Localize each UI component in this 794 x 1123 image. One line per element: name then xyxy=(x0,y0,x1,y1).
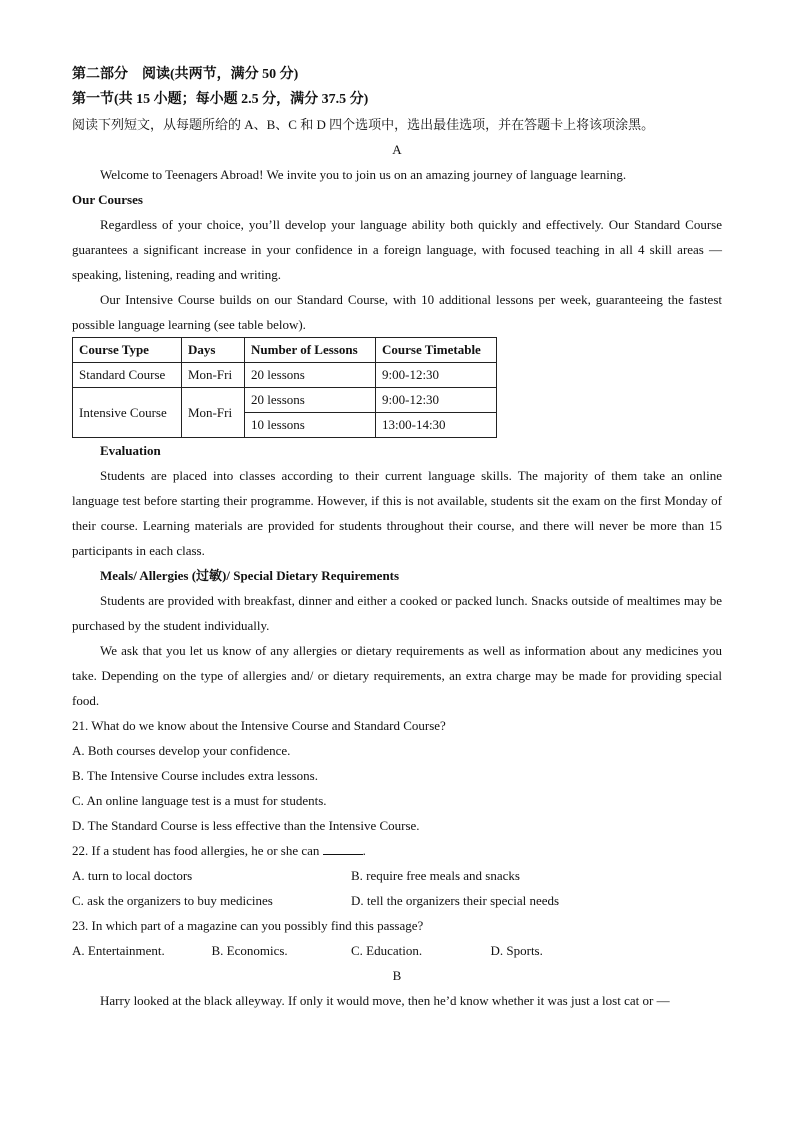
table-cell: Standard Course xyxy=(73,363,182,388)
instructions: 阅读下列短文，从每题所给的 A、B、C 和 D 四个选项中，选出最佳选项，并在答题卡上将该项涂黑。 xyxy=(72,117,655,132)
question-stem: 23. In which part of a magazine can you possibly find this passage? xyxy=(72,918,424,933)
option-c: C. Education. xyxy=(351,943,423,958)
passage-a-intro: Welcome to Teenagers Abroad! We invite you to join us on an amazing journey of language learning. xyxy=(100,167,627,182)
option-d: D. tell the organizers their special needs xyxy=(351,893,560,908)
passage-b-paragraph-1: Harry looked at the black alleyway. If only it would move, then he’d know whether it was just a lost cat or — xyxy=(100,993,670,1008)
table-cell: 13:00-14:30 xyxy=(376,413,497,438)
table-header-row xyxy=(73,338,497,363)
table-header: Number of Lessons xyxy=(245,338,376,363)
option-b: B. require free meals and snacks xyxy=(351,868,520,883)
question-22 xyxy=(72,838,722,913)
option-b: B. Economics. xyxy=(211,943,288,958)
table-header: Days xyxy=(182,338,245,363)
table-header: Course Timetable xyxy=(376,338,497,363)
courses-paragraph-2: Our Intensive Course builds on our Standard Course, with 10 additional lessons per week, guaranteeing the fastest possible language learning (see table below). xyxy=(72,292,722,332)
table-cell: 20 lessons xyxy=(245,388,376,413)
table-row xyxy=(73,388,497,413)
option-a: A. turn to local doctors xyxy=(72,868,193,883)
passage-a-label: A xyxy=(392,142,402,157)
courses-heading: Our Courses xyxy=(72,192,143,207)
table-cell: Intensive Course xyxy=(73,388,182,438)
evaluation-heading: Evaluation xyxy=(100,443,161,458)
option-b: B. The Intensive Course includes extra lessons. xyxy=(72,768,318,783)
answer-blank xyxy=(323,842,363,855)
question-21 xyxy=(72,713,722,838)
options-row xyxy=(72,888,722,913)
meals-heading: Meals/ Allergies (过敏)/ Special Dietary Requirements xyxy=(100,568,400,583)
options-row xyxy=(72,938,722,963)
option-d: D. Sports. xyxy=(490,943,543,958)
section-title: 第一节(共 15 小题；每小题 2.5 分，满分 37.5 分) xyxy=(72,92,369,107)
option-c: C. ask the organizers to buy medicines xyxy=(72,893,273,908)
course-table xyxy=(72,337,497,438)
table-row xyxy=(73,363,497,388)
table-cell: 9:00-12:30 xyxy=(376,363,497,388)
question-stem xyxy=(72,838,722,863)
table-header: Course Type xyxy=(73,338,182,363)
question-23 xyxy=(72,913,722,963)
meals-paragraph-2: We ask that you let us know of any allergies or dietary requirements as well as information about any medicines you take. Depending on the type of allergies and/ or dietary requirements, an extra charge may be made for providing special food. xyxy=(72,643,722,708)
option-a: A. Entertainment. xyxy=(72,943,165,958)
option-c: C. An online language test is a must for students. xyxy=(72,793,327,808)
option-a: A. Both courses develop your confidence. xyxy=(72,743,291,758)
question-stem-text: 22. If a student has food allergies, he or she can xyxy=(72,843,320,858)
table-cell: Mon-Fri xyxy=(182,388,245,438)
question-stem-end: . xyxy=(362,843,366,858)
meals-paragraph-1: Students are provided with breakfast, dinner and either a cooked or packed lunch. Snacks outside of mealtimes may be purchased by the student individually. xyxy=(72,593,722,633)
courses-paragraph-1: Regardless of your choice, you’ll develop your language ability both quickly and effectively. Our Standard Course guarantees a significant increase in your confidence in a foreign language, with focused teaching in all 4 skill areas — speaking, listening, reading and writing. xyxy=(72,217,722,282)
table-cell: 9:00-12:30 xyxy=(376,388,497,413)
table-cell: 10 lessons xyxy=(245,413,376,438)
question-stem: 21. What do we know about the Intensive Course and Standard Course? xyxy=(72,718,446,733)
exam-page xyxy=(72,62,722,1013)
option-d: D. The Standard Course is less effective than the Intensive Course. xyxy=(72,818,420,833)
evaluation-paragraph: Students are placed into classes according to their current language skills. The majority of them take an online language test before starting their programme. However, if this is not available, students sit the exam on the first Monday of their course. Learning materials are provided for students throughout their course, and there will never be more than 15 participants in each class. xyxy=(72,468,722,558)
part-title: 第二部分 阅读(共两节，满分 50 分) xyxy=(72,67,299,82)
passage-b-label: B xyxy=(392,968,402,983)
table-cell: Mon-Fri xyxy=(182,363,245,388)
table-cell: 20 lessons xyxy=(245,363,376,388)
options-row xyxy=(72,863,722,888)
